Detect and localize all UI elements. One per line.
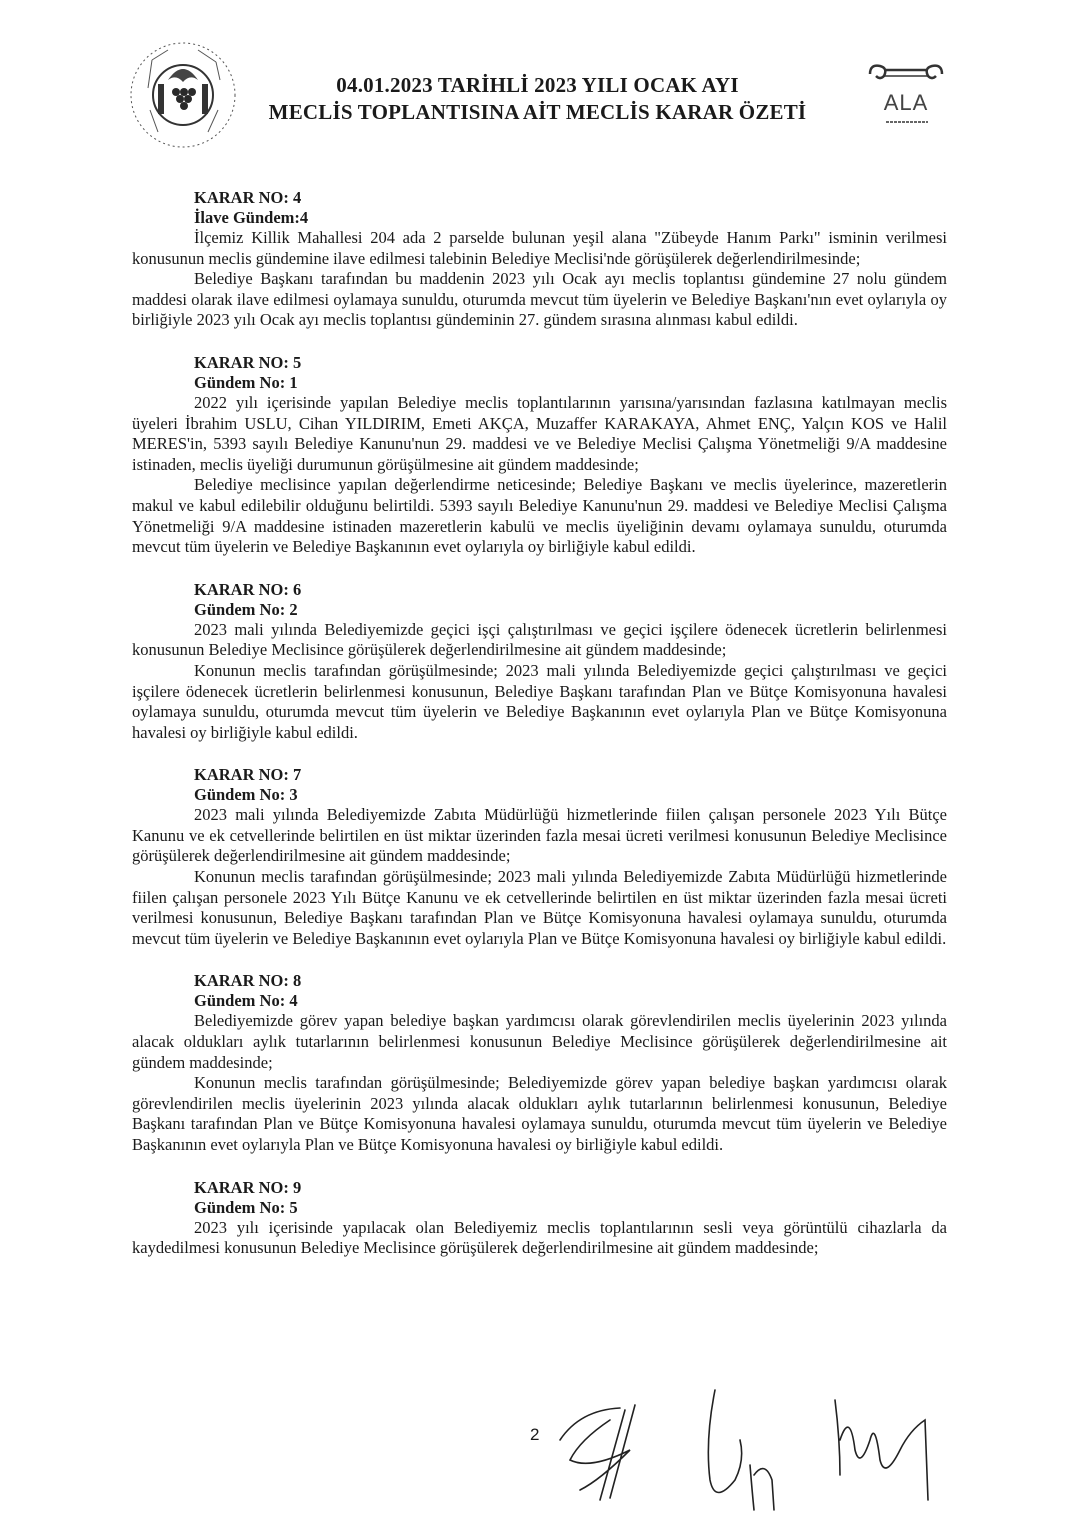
decision-paragraph: Konunun meclis tarafından görüşülmesinde; Belediyemizde görev yapan belediye başkan yardımcısı olarak görevlendirilen meclis üyelerinin 2023 yılında alacak oldukları aylık tutarlarının belirlenmesi konusunun, Belediye Başkanı tarafından Plan ve Bütçe Komisyonuna havalesi oylamaya sunuldu, oturumda mevcut tüm üyelerin ve Belediye Başkanının evet oylarıyla Plan ve Bütçe Komisyonuna havalesi oy birliğiyle kabul edildi.: [132, 1073, 947, 1154]
decision-section-6: [132, 580, 947, 744]
title-line-date: 04.01.2023 TARİHLİ 2023 YILI OCAK AYI: [336, 73, 739, 97]
decision-number: KARAR NO: 4: [194, 188, 302, 207]
decision-paragraph: Konunun meclis tarafından görüşülmesinde; 2023 mali yılında Belediyemizde Zabıta Müdürlüğü hizmetlerinde fiilen çalışan personele 2023 Yılı Bütçe Kanunu ve ek cetvellerinde belirtilen en üst miktar üzerinden fazla mesai ücreti verilmesi konusunun, Belediye Başkanı tarafından Plan ve Bütçe Komisyonuna havalesi oylamaya sunuldu, oturumda mevcut tüm üyelerin ve Belediye Başkanının evet oylarıyla Plan ve Bütçe Komisyonuna havalesi oy birliğiyle kabul edildi.: [132, 867, 947, 948]
agenda-number: Gündem No: 4: [194, 991, 298, 1011]
page-header: [0, 0, 1075, 160]
decision-number: KARAR NO: 8: [194, 971, 302, 991]
decision-number: KARAR NO: 5: [194, 352, 302, 372]
agenda-number: Gündem No: 2: [194, 599, 298, 619]
ala-column-logo: [866, 62, 946, 132]
agenda-number: Gündem No: 3: [194, 785, 298, 805]
decision-paragraph: Konunun meclis tarafından görüşülmesinde; 2023 mali yılında Belediyemizde geçici çalıştırılması ve geçici işçilere ödenecek ücretlerin belirlenmesi konusunun, Belediye Başkanı tarafından Plan ve Bütçe Komisyonuna havalesi oylamaya sunuldu, oturumda mevcut tüm üyelerin ve Belediye Başkanının evet oylarıyla Plan ve Bütçe Komisyonuna havalesi oy birliğiyle kabul edildi.: [132, 660, 947, 742]
title-line-subject: MECLİS TOPLANTISINA AİT MECLİS KARAR ÖZETİ: [268, 100, 807, 124]
decision-number: KARAR NO: 7: [194, 765, 302, 785]
decision-paragraph: 2023 mali yılında Belediyemizde Zabıta Müdürlüğü hizmetlerinde fiilen çalışan personele 2023 Yılı Bütçe Kanunu ve ek cetvellerinde belirtilen en üst miktar üzerinden fazla mesai ücreti verilmesi konusunun Belediye Meclisince görüşülerek değerlendirilmesine ait gündem maddesinde;: [132, 805, 947, 866]
decision-paragraph: 2023 yılı içerisinde yapılacak olan Belediyemiz meclis toplantılarının sesli veya görüntülü cihazlarla da kaydedilmesi konusunun Belediye Meclisince görüşülerek değerlendirilmesine ait gündem maddesinde;: [132, 1217, 947, 1258]
agenda-number: Gündem No: 1: [194, 372, 298, 392]
decision-number: KARAR NO: 6: [194, 579, 302, 599]
document-body: [132, 188, 947, 1281]
decision-section-9: [132, 1178, 947, 1259]
decision-section-8: [132, 971, 947, 1155]
decision-section-7: [132, 765, 947, 949]
decision-paragraph: Belediyemizde görev yapan belediye başkan yardımcısı olarak görevlendirilen meclis üyelerinin 2023 yılında alacak oldukları aylık tutarlarının belirlenmesi konusunun Belediye Meclisince görüşülerek değerlendirilmesine ait gündem maddesinde;: [132, 1011, 947, 1072]
decision-paragraph: Belediye meclisince yapılan değerlendirme neticesinde; Belediye Başkanı ve meclis üyelerince, mazeretlerin makul ve kabul edilebilir olduğunu belirtildi. 5393 sayılı Belediye Kanunu'nun 29. maddesi ve Belediye Meclisi Çalışma Yönetmeliği 9/A maddesine istinaden mazeretlerin kabulü ve meclis üyeliğinin devamı oylamaya sunuldu, oturumda mevcut tüm üyelerin ve Belediye Başkanının evet oylarıyla oy birliğiyle kabul edildi.: [132, 475, 947, 557]
agenda-number: İlave Gündem:4: [194, 208, 309, 227]
document-title: [200, 72, 875, 126]
decision-paragraph: Belediye Başkanı tarafından bu maddenin 2023 yılı Ocak ayı meclis toplantısı gündemine 27 nolu gündem maddesi olarak ilave edilmesi oylamaya sunuldu, oturumda mevcut tüm üyelerin ve Belediye Başkanı'nın evet oylarıyla oy birliğiyle 2023 yılı Ocak ayı meclis toplantısı gündeminin 27. gündem sırasına alınması kabul edildi.: [132, 269, 947, 330]
decision-number: KARAR NO: 9: [194, 1177, 302, 1197]
handwritten-signatures: [540, 1380, 960, 1529]
decision-section-4: [132, 188, 947, 331]
decision-paragraph: 2022 yılı içerisinde yapılan Belediye meclis toplantılarının yarısına/yarısından fazlasına katılmayan meclis üyeleri İbrahim USLU, Cihan YILDIRIM, Emeti AKÇA, Muzaffer KARAKAYA, Ahmet ENÇ, Yalçın KOS ve Halil MERES'in, 5393 sayılı Belediye Kanunu'nun 29. maddesi ve ve Belediye Meclisi Çalışma Yönetmeliği 9/A maddesine istinaden, meclis üyeliği durumunun görüşülmesine ait gündem maddesinde;: [132, 392, 947, 474]
page-number: 2: [530, 1425, 540, 1444]
logo-right-text: ALA: [883, 90, 929, 115]
agenda-number: Gündem No: 5: [194, 1197, 298, 1217]
decision-paragraph: İlçemiz Killik Mahallesi 204 ada 2 parselde bulunan yeşil alana "Zübeyde Hanım Parkı" isminin verilmesi konusunun meclis gündemine ilave edilmesi talebinin Belediye Meclisi'nde görüşülerek değerlendirilmesinde;: [132, 228, 947, 268]
decision-paragraph: 2023 mali yılında Belediyemizde geçici işçi çalıştırılması ve geçici işçilere ödenecek ücretlerin belirlenmesi konusunun Belediye Meclisince görüşülerek değerlendirilmesine ait gündem maddesinde;: [132, 619, 947, 660]
decision-section-5: [132, 353, 947, 558]
